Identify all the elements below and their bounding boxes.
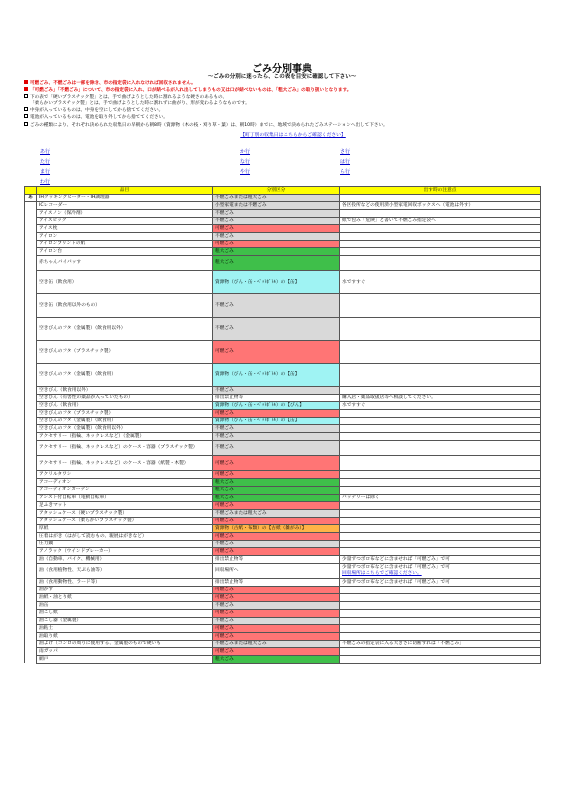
category-cell: 不燃ごみ: [213, 209, 340, 217]
kana-spacer: [25, 294, 37, 317]
kana-spacer: [25, 602, 37, 610]
index-link[interactable]: た行: [40, 159, 51, 165]
note-cell: [340, 225, 541, 233]
note-text: 不燃ごみの指定袋に入る大きさに切断すれば「不燃ごみ」: [342, 641, 464, 647]
note-cell: [340, 394, 541, 402]
item-cell: 油かす: [37, 586, 213, 594]
header-item: 品目: [37, 187, 213, 195]
category-cell: 可燃ごみ: [213, 471, 340, 479]
kana-spacer: [25, 456, 37, 471]
table-row: [25, 271, 541, 294]
category-cell: 粗大ごみ: [213, 486, 340, 494]
item-cell: アイロン台: [37, 248, 213, 256]
table-row: [25, 502, 541, 510]
note-cell: [340, 632, 541, 640]
note-cell: [340, 209, 541, 217]
category-cell: 不燃ごみ: [213, 217, 340, 225]
item-cell: アクセサリー（指輪、ネックレスなど）のケース・容器（プラスチック製）: [37, 440, 213, 455]
header-note: 出す時の注意点: [340, 187, 541, 195]
table-row: [25, 509, 541, 517]
item-cell: 雨ガッパ: [37, 648, 213, 656]
table-row: [25, 294, 541, 317]
note-cell: [340, 525, 541, 533]
index-link[interactable]: な行: [240, 159, 251, 165]
note-cell: [340, 540, 541, 548]
category-cell: 可燃ごみ: [213, 648, 340, 656]
item-cell: アノラック（ウインドブレーカー）: [37, 548, 213, 556]
note-text: 各区役所などの使用済小型家電回収ボックスへ（電池は外す）: [342, 202, 474, 208]
kana-spacer: [25, 648, 37, 656]
table-row: [25, 240, 541, 248]
note-text: 下の表で「硬いプラスチック製」とは、手で曲げようとした時に割れるような硬さのあるもの、: [30, 95, 227, 101]
note-cell: [340, 240, 541, 248]
item-cell: 空きびん（有害性の薬品が入っていたもの）: [37, 394, 213, 402]
note-text: 水ですすぐ: [342, 402, 366, 408]
kana-spacer: [25, 563, 37, 578]
page-title: ごみ分別事典: [252, 64, 312, 75]
red-square-icon: [24, 80, 28, 84]
table-row: [25, 363, 541, 386]
table-row: [25, 655, 541, 663]
item-cell: 空きびんのフタ（プラスチック製）: [37, 340, 213, 363]
kana-spacer: [25, 548, 37, 556]
item-cell: IHクッキングヒーター・IH調理器: [37, 194, 213, 202]
item-cell: アクセサリー（指輪、ネックレスなど）のケース・容器（紙製・木製）: [37, 456, 213, 471]
note-text: ごみの種類により、それぞれ決められた収集日の早朝から朝8時（資源物（木の枝・刈り草・葉）は、朝10時）までに、地域で決められたごみステーションへ出して下さい。: [30, 122, 388, 128]
kana-spacer: [25, 409, 37, 417]
note-cell: [340, 602, 541, 610]
table-row: [25, 209, 541, 217]
note-cell: [340, 548, 541, 556]
note-cell: [340, 432, 541, 440]
item-cell: 油取り紙: [37, 632, 213, 640]
table-row: [25, 625, 541, 633]
kana-spacer: [25, 494, 37, 502]
category-cell: 可燃ごみ: [213, 586, 340, 594]
kana-spacer: [25, 432, 37, 440]
note-cell: [340, 563, 541, 578]
kana-spacer: [25, 417, 37, 425]
note-cell: [340, 248, 541, 256]
table-row: [25, 340, 541, 363]
kana-spacer: [25, 217, 37, 225]
category-cell: 資源物（びん・缶・ﾍﾟｯﾄﾎﾞﾄﾙ）の【びん】: [213, 402, 340, 410]
category-cell: 粗大ごみ: [213, 248, 340, 256]
category-cell: 不燃ごみ: [213, 386, 340, 394]
item-cell: 油紙・油とり紙: [37, 594, 213, 602]
kana-spacer: [25, 486, 37, 494]
table-row: [25, 225, 541, 233]
kana-spacer: [25, 632, 37, 640]
note-cell: [340, 271, 541, 294]
kana-label: あ: [25, 194, 37, 202]
note-cell: [340, 655, 541, 663]
collection-place-link[interactable]: 回収場所はこちらでご確認ください。: [342, 570, 422, 576]
kana-spacer: [25, 479, 37, 487]
table-header-row: [25, 187, 541, 195]
kana-spacer: [25, 532, 37, 540]
note-cell: [340, 386, 541, 394]
kana-spacer: [25, 209, 37, 217]
table-row: [25, 417, 541, 425]
note-cell: [340, 363, 541, 386]
note-cell: [340, 340, 541, 363]
page-subtitle: 〜ごみの分別に迷ったら、この表を目安に確認して下さい〜: [207, 74, 357, 80]
note-cell: [340, 202, 541, 210]
table-row: [25, 602, 541, 610]
item-cell: 空きびん（飲食用）: [37, 402, 213, 410]
kana-spacer: [25, 640, 37, 648]
category-cell: 可燃ごみ: [213, 225, 340, 233]
item-cell: アシスト付自転車（電動自転車）: [37, 494, 213, 502]
note-text: 少量ずつボロ布などに含ませれば「可燃ごみ」で可: [342, 556, 450, 562]
category-cell: 小型家電または不燃ごみ: [213, 202, 340, 210]
category-cell: 可燃ごみ: [213, 609, 340, 617]
header-class: 分別区分: [213, 187, 340, 195]
kana-spacer: [25, 202, 37, 210]
note-cell: [340, 402, 541, 410]
table-row: [25, 248, 541, 256]
category-cell: 不燃ごみ: [213, 617, 340, 625]
category-cell: 不燃ごみ: [213, 432, 340, 440]
note-line: [24, 80, 544, 87]
category-cell: 不燃ごみまたは粗大ごみ: [213, 509, 340, 517]
item-cell: 網戸: [37, 655, 213, 663]
table-row: [25, 648, 541, 656]
note-text: 可燃ごみ、不燃ごみは一部を除き、市の指定袋に入れなければ回収されません。: [30, 81, 196, 86]
item-cell: 空き缶（飲食用以外のもの）: [37, 294, 213, 317]
note-cell: [340, 409, 541, 417]
notes-list: [24, 80, 544, 129]
kana-spacer: [25, 617, 37, 625]
note-cell: [340, 479, 541, 487]
item-cell: 足ふきマット: [37, 502, 213, 510]
note-cell: [340, 440, 541, 455]
index-link[interactable]: ら行: [340, 169, 351, 175]
category-cell: 粗大ごみ: [213, 655, 340, 663]
kana-spacer: [25, 579, 37, 587]
sorting-table: [24, 186, 541, 664]
item-cell: ICレコーダー: [37, 202, 213, 210]
note-cell: [340, 517, 541, 525]
item-cell: アタッシュケース（硬いプラスチック製）: [37, 509, 213, 517]
index-link[interactable]: わ行: [40, 179, 51, 185]
kana-spacer: [25, 317, 37, 340]
kana-spacer: [25, 594, 37, 602]
item-cell: 空きびん（飲食用以外）: [37, 386, 213, 394]
item-cell: 油粘土: [37, 625, 213, 633]
kana-spacer: [25, 556, 37, 564]
category-cell: 可燃ごみ: [213, 456, 340, 471]
table-row: [25, 425, 541, 433]
note-text: 少量ずつボロ布などに含ませれば「可燃ごみ」で可: [342, 579, 450, 585]
category-cell: 排出禁止物等: [213, 394, 340, 402]
kana-spacer: [25, 517, 37, 525]
category-cell: 不燃ごみ: [213, 425, 340, 433]
note-cell: [340, 486, 541, 494]
table-row: [25, 256, 541, 271]
table-row: [25, 563, 541, 578]
table-row: [25, 594, 541, 602]
note-cell: [340, 417, 541, 425]
category-cell: 可燃ごみ: [213, 594, 340, 602]
category-cell: 可燃ごみ: [213, 409, 340, 417]
item-cell: 圧力鍋: [37, 540, 213, 548]
index-link[interactable]: や行: [240, 169, 251, 175]
item-cell: 油よけ（コンロの周りに使用する、金属製のもので硬いも: [37, 640, 213, 648]
item-cell: 厚紙: [37, 525, 213, 533]
note-cell: [340, 217, 541, 225]
note-text: 「柔らかいプラスチック製」とは、手で曲げようとした時に割れずに曲がり、形が変わるようなものです。: [30, 101, 250, 107]
table-row: [25, 202, 541, 210]
kana-spacer: [25, 402, 37, 410]
note-cell: [340, 456, 541, 471]
item-cell: アクセサリー（指輪、ネックレスなど）（金属製）: [37, 432, 213, 440]
kana-spacer: [25, 509, 37, 517]
kana-spacer: [25, 271, 37, 294]
item-cell: 赤ちゃんバイバッす: [37, 256, 213, 271]
index-link[interactable]: は行: [340, 159, 351, 165]
category-cell: 回収場所へ: [213, 563, 340, 578]
kana-spacer: [25, 394, 37, 402]
table-row: [25, 494, 541, 502]
note-cell: [340, 579, 541, 587]
item-cell: アコーディオンカーテン: [37, 486, 213, 494]
kana-spacer: [25, 525, 37, 533]
note-text: 電池が入っているものは、電池を取り外してから捨ててください。: [30, 115, 168, 121]
kana-spacer: [25, 363, 37, 386]
category-cell: 可燃ごみ: [213, 548, 340, 556]
note-line: [24, 114, 544, 121]
kana-spacer: [25, 625, 37, 633]
checkbox-square-icon: [24, 122, 28, 126]
note-cell: [340, 494, 541, 502]
item-cell: 空き缶（飲食用）: [37, 271, 213, 294]
category-cell: 資源物（びん・缶・ﾍﾟｯﾄﾎﾞﾄﾙ）の【缶】: [213, 271, 340, 294]
item-cell: 空きびんのフタ（金属製）（飲食用）: [37, 417, 213, 425]
item-cell: アイスピック: [37, 217, 213, 225]
category-cell: 排出禁止物等: [213, 556, 340, 564]
note-cell: [340, 556, 541, 564]
table-row: [25, 217, 541, 225]
note-cell: [340, 586, 541, 594]
kana-spacer: [25, 386, 37, 394]
category-cell: 粗大ごみ: [213, 494, 340, 502]
note-line: [24, 87, 544, 94]
table-row: [25, 609, 541, 617]
item-cell: アタッシュケース（柔らかいプラスチック製）: [37, 517, 213, 525]
kana-spacer: [25, 340, 37, 363]
kana-spacer: [25, 256, 37, 271]
category-cell: 資源物（古紙・布類）の【古紙（雑がみ）】: [213, 525, 340, 533]
category-cell: 資源物（びん・缶・ﾍﾟｯﾄﾎﾞﾄﾙ）の【缶】: [213, 417, 340, 425]
category-cell: 不燃ごみ: [213, 602, 340, 610]
note-text: 中身が入っているものは、中身を空にしてから捨ててください。: [30, 108, 164, 114]
category-cell: 可燃ごみ: [213, 340, 340, 363]
kana-spacer: [25, 586, 37, 594]
note-text: 少量ずつボロ布などに含ませれば「可燃ごみ」で可: [342, 565, 450, 571]
table-row: [25, 479, 541, 487]
table-row: [25, 440, 541, 455]
item-cell: 空きびんのフタ（金属製）（飲食用）: [37, 363, 213, 386]
table-row: [25, 402, 541, 410]
item-cell: 空きびんのフタ（金属製）（飲食用以外）: [37, 425, 213, 433]
note-text: 水ですすぐ: [342, 279, 366, 285]
note-cell: [340, 317, 541, 340]
note-cell: [340, 532, 541, 540]
category-cell: 資源物（びん・缶・ﾍﾟｯﾄﾎﾞﾄﾙ）の【缶】: [213, 363, 340, 386]
item-cell: 油こし紙: [37, 609, 213, 617]
category-cell: 粗大ごみ: [213, 479, 340, 487]
item-cell: 油（自動車、バイク、機械用）: [37, 556, 213, 564]
note-cell: [340, 609, 541, 617]
category-cell: 不燃ごみ: [213, 540, 340, 548]
category-cell: 可燃ごみ: [213, 625, 340, 633]
item-cell: アコーディオン: [37, 479, 213, 487]
table-row: [25, 632, 541, 640]
kana-spacer: [25, 240, 37, 248]
header-kana: [25, 187, 37, 195]
category-cell: 排出禁止物等: [213, 579, 340, 587]
table-row: [25, 317, 541, 340]
table-row: [25, 640, 541, 648]
table-row: [25, 579, 541, 587]
note-text: 「可燃ごみ」「不燃ごみ」について、市の指定袋に入れ、口が結べるが入れ出してしまうもの又は口が結べないものは、「粗大ごみ」の取り扱いとなります。: [30, 88, 352, 94]
note-cell: [340, 509, 541, 517]
table-row: [25, 586, 541, 594]
table-row: [25, 409, 541, 417]
table-row: [25, 517, 541, 525]
collection-day-link[interactable]: 【町丁別の収集日はこちらからご確認ください】: [240, 133, 346, 138]
kana-spacer: [25, 225, 37, 233]
checkbox-square-icon: [24, 94, 28, 98]
category-cell: 可燃ごみ: [213, 502, 340, 510]
category-cell: 不燃ごみ: [213, 294, 340, 317]
category-cell: 粗大ごみ: [213, 256, 340, 271]
note-cell: [340, 425, 541, 433]
kana-spacer: [25, 248, 37, 256]
note-cell: [340, 648, 541, 656]
index-link[interactable]: ま行: [40, 169, 51, 175]
checkbox-square-icon: [24, 114, 28, 118]
note-line: [24, 107, 544, 114]
category-cell: 不燃ごみまたは粗大ごみ: [213, 194, 340, 202]
item-cell: アイス枕: [37, 225, 213, 233]
kana-spacer: [25, 425, 37, 433]
index-link[interactable]: さ行: [340, 149, 351, 155]
table-row: [25, 486, 541, 494]
category-cell: 不燃ごみ: [213, 232, 340, 240]
kana-spacer: [25, 609, 37, 617]
item-cell: 油こし器（金属製）: [37, 617, 213, 625]
kana-spacer: [25, 655, 37, 663]
kana-spacer: [25, 232, 37, 240]
note-line: [24, 122, 544, 129]
note-cell: [340, 502, 541, 510]
table-row: [25, 232, 541, 240]
kana-spacer: [25, 540, 37, 548]
table-row: [25, 456, 541, 471]
index-link[interactable]: か行: [240, 149, 251, 155]
table-row: [25, 432, 541, 440]
index-link[interactable]: あ行: [40, 149, 51, 155]
category-cell: 可燃ごみ: [213, 632, 340, 640]
note-cell: [340, 256, 541, 271]
note-cell: [340, 617, 541, 625]
category-cell: 可燃ごみ: [213, 240, 340, 248]
category-cell: 不燃ごみ: [213, 440, 340, 455]
red-square-icon: [24, 87, 28, 91]
table-row: [25, 617, 541, 625]
note-text: 紙で包み「危険」と書いて不燃ごみ指定袋へ: [342, 218, 436, 224]
note-cell: [340, 640, 541, 648]
item-cell: 空きびんのフタ（プラスチック製）: [37, 409, 213, 417]
table-row: [25, 540, 541, 548]
category-cell: 可燃ごみ: [213, 517, 340, 525]
note-cell: [340, 194, 541, 202]
item-cell: アクリルタワシ: [37, 471, 213, 479]
table-row: [25, 471, 541, 479]
note-text: バッテリーは除く: [342, 495, 380, 501]
item-cell: 油缶: [37, 602, 213, 610]
note-text: 購入店・薬品取扱店等へ相談してください。: [342, 395, 436, 401]
kana-spacer: [25, 471, 37, 479]
table-row: [25, 548, 541, 556]
table-row: [25, 556, 541, 564]
item-cell: アイロンプリントの紙: [37, 240, 213, 248]
table-row: [25, 386, 541, 394]
category-cell: 可燃ごみ: [213, 532, 340, 540]
item-cell: 油（食用植物性、天ぷら油等）: [37, 563, 213, 578]
item-cell: 空きびんのフタ（金属製）（飲食用以外）: [37, 317, 213, 340]
note-cell: [340, 625, 541, 633]
table-row: [25, 525, 541, 533]
note-cell: [340, 232, 541, 240]
checkbox-square-icon: [24, 107, 28, 111]
table-row: [25, 194, 541, 202]
note-cell: [340, 294, 541, 317]
item-cell: 圧着はがき（はがして読むもの、親展はがきなど）: [37, 532, 213, 540]
category-cell: 不燃ごみまたは粗大ごみ: [213, 640, 340, 648]
table-row: [25, 532, 541, 540]
item-cell: アイロン: [37, 232, 213, 240]
item-cell: アイスノン（保冷剤）: [37, 209, 213, 217]
note-cell: [340, 594, 541, 602]
category-cell: 不燃ごみ: [213, 317, 340, 340]
note-cell: [340, 471, 541, 479]
table-row: [25, 394, 541, 402]
item-cell: 油（食用動物性、ラード等）: [37, 579, 213, 587]
kana-spacer: [25, 502, 37, 510]
kana-spacer: [25, 440, 37, 455]
